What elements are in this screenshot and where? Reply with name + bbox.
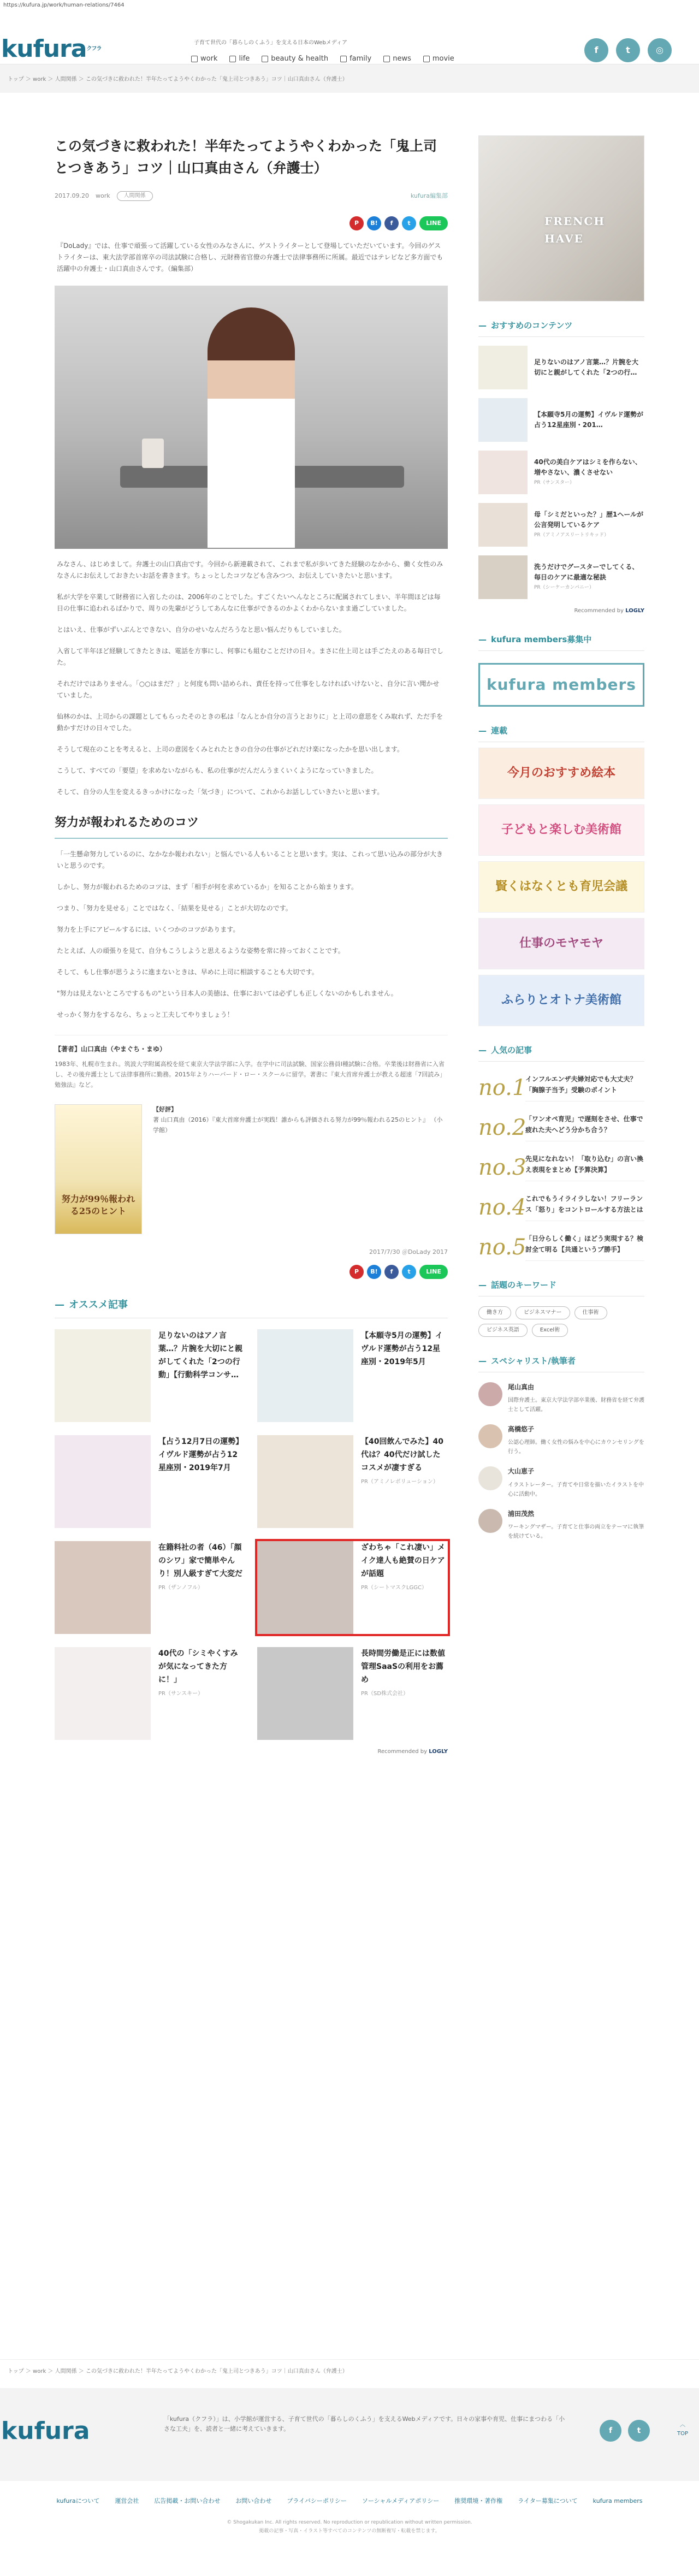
serial-banners bbox=[478, 748, 644, 1026]
serial-title: — 連載 bbox=[478, 724, 644, 742]
osusume-thumb bbox=[478, 451, 528, 494]
recommended-by: Recommended by LOGLY bbox=[377, 1748, 448, 1755]
footer-link[interactable]: ライター募集について bbox=[518, 2497, 578, 2504]
facebook-icon[interactable]: f bbox=[584, 38, 608, 62]
recommend-thumb bbox=[55, 1329, 151, 1422]
paragraph: こうして、すべての「要望」を求めないながらも、私の仕事がだんだんうまくいくようになっていきました。 bbox=[57, 767, 378, 774]
expert-desc: ワーキングマザー。子育てと仕事の両立をテーマに執筆を続けている。 bbox=[508, 1524, 644, 1539]
logly-logo[interactable]: LOGLY bbox=[625, 608, 644, 614]
footer-breadcrumb: トップ ＞ work ＞ 人間関係 ＞ この気づきに救われた！半年たってようやくわかった「鬼上司とつきあう」コツ｜山口真由さん（弁護士） bbox=[0, 2359, 699, 2384]
recommend-item[interactable] bbox=[55, 1541, 245, 1634]
expert-name: 尾山真由 bbox=[508, 1383, 535, 1391]
avatar bbox=[478, 1509, 502, 1533]
paragraph: みなさん、はじめまして。弁護士の山口真由です。今回から新連載されて、これまで私が歩いてきた経験のなかから、働く女性のみなさんにお伝えしておきたいお話を書きます。ちょっとしたコツなども含みつつ、お伝えしていきたいと思います。 bbox=[57, 560, 443, 579]
footer-bar bbox=[0, 2388, 699, 2481]
article-title: この気づきに救われた！半年たってようやくわかった「鬼上司とつきあう」コツ｜山口真由さん（弁護士） bbox=[55, 138, 437, 176]
paragraph: それだけではありません。「○○はまだ？」と何度も問い詰められ、責任を持って仕事をしなければいけないと、自分に言い聞かせていました。 bbox=[57, 680, 440, 699]
recommend-thumb bbox=[257, 1329, 353, 1422]
book-cover[interactable] bbox=[55, 1104, 142, 1234]
article-body bbox=[55, 559, 448, 1021]
global-nav bbox=[191, 54, 454, 65]
footer-links bbox=[0, 2496, 699, 2506]
house-icon bbox=[229, 56, 236, 62]
paragraph: そうして現在のことを考えると、上司の意図をくみとれたときの自分の仕事がどれだけ楽になったかを思い出します。 bbox=[57, 745, 404, 753]
osusume-thumb bbox=[478, 555, 528, 599]
avatar bbox=[478, 1382, 502, 1406]
osusume-title: — おすすめのコンテンツ bbox=[478, 319, 644, 337]
footer-social bbox=[600, 2420, 650, 2442]
paragraph: 「一生懸命努力しているのに、なかなか報われない」と悩んでいる人もいることと思います。実は、これって思い込みの部分が大きいと思うのです。 bbox=[57, 850, 443, 870]
portrait-figure bbox=[208, 307, 295, 548]
paragraph: つまり、「努力を見せる」ことではなく、「結果を見せる」ことが大切なのです。 bbox=[57, 904, 292, 913]
keyword-tag[interactable]: ビジネス英語 bbox=[478, 1324, 528, 1337]
recommend-thumb bbox=[55, 1435, 151, 1528]
paragraph: 入省して半年ほど経験してきたときは、電話を方事にし、何事にも組むことだけの日々。まさに仕上司とは手ごたえのある毎日でした。 bbox=[57, 647, 444, 666]
recommend-thumb bbox=[55, 1541, 151, 1634]
ranking-item[interactable] bbox=[478, 1153, 644, 1181]
copyright: © Shogakukan Inc. All rights reserved. No reproduction or republication without written permission. 掲載の記事・写真・イラスト等すべてのコンテンツの無断複写・転載を禁じます。 bbox=[227, 2519, 472, 2534]
nav-work[interactable]: work bbox=[191, 54, 217, 65]
rank-number: no.3 bbox=[478, 1154, 526, 1180]
facebook-share-icon[interactable]: f bbox=[384, 216, 399, 230]
keyword-tag[interactable]: Excel術 bbox=[532, 1324, 568, 1337]
recommend-item-pr: PR（サンスキー） bbox=[158, 1690, 204, 1697]
header-social bbox=[584, 38, 672, 62]
recommend-item-pr: PR（シートマスクLGGC） bbox=[361, 1584, 428, 1591]
expert-item[interactable] bbox=[478, 1424, 644, 1456]
recommend-item-pr: PR（SD株式会社） bbox=[361, 1690, 409, 1697]
paragraph: そして、もし仕事が思うように進まないときは、早めに上司に相談することも大切です。 bbox=[57, 968, 318, 976]
osusume-item[interactable]: 母「シミだといった？」歴1ヘールが公言発明しているケア PR（アミノアスリートリキッド） bbox=[478, 503, 644, 547]
breadcrumb: トップ ＞ work ＞ 人間関係 ＞ この気づきに救われた！半年たってようやくわかった「鬼上司とつきあう」コツ｜山口真由さん（弁護士） bbox=[0, 64, 699, 93]
serial-banner[interactable]: 今月のおすすめ絵本 bbox=[478, 748, 644, 799]
family-icon bbox=[340, 56, 347, 62]
recommend-item[interactable] bbox=[257, 1435, 448, 1528]
footer-logo[interactable]: kufura bbox=[1, 2417, 90, 2445]
footer-link[interactable]: 広告掲載・お問い合わせ bbox=[154, 2497, 221, 2504]
line-share-button[interactable]: LINE bbox=[419, 1265, 448, 1279]
keyword-tag[interactable]: 仕事術 bbox=[574, 1306, 607, 1319]
recommend-item-pr: PR（アミノレボリューション） bbox=[361, 1478, 439, 1485]
rank-number: no.4 bbox=[478, 1194, 526, 1220]
footer-link[interactable]: kufuraについて bbox=[56, 2497, 100, 2504]
recommend-thumb bbox=[257, 1541, 353, 1634]
recommend-item-title: 【本願寺5月の運勢】イヴルド運勢が占う12星座別・2019年5月 bbox=[361, 1331, 443, 1366]
recommended-by: Recommended by LOGLY bbox=[574, 608, 644, 614]
recommend-item[interactable] bbox=[257, 1647, 448, 1740]
keyword-list bbox=[478, 1306, 644, 1337]
book-cover-title: 努力が99％報われる25のヒント bbox=[61, 1194, 135, 1217]
footer-link[interactable]: プライバシーポリシー bbox=[287, 2497, 347, 2504]
rank-title: 「日分らしく働く」ほどう実現する？検討全て明る【共通というプ勝手】 bbox=[525, 1233, 644, 1261]
site-header bbox=[0, 10, 699, 64]
paragraph: せっかく努力をするなら、ちょっと工夫してやりましょう！ bbox=[57, 1011, 234, 1019]
expert-desc: 公認心理師。働く女性の悩みを中心にカウンセリングを行う。 bbox=[508, 1440, 644, 1455]
twitter-share-icon[interactable]: t bbox=[402, 1265, 416, 1279]
instagram-icon[interactable]: ◎ bbox=[648, 38, 672, 62]
recommend-title: — オススメ記事 bbox=[55, 1298, 448, 1318]
movie-icon bbox=[423, 56, 430, 62]
back-to-top-button[interactable]: ︿ TOP bbox=[677, 2422, 688, 2437]
expert-item[interactable] bbox=[478, 1382, 644, 1414]
article-dateline: 2017/7/30 ＠DoLady 2017 bbox=[369, 1248, 448, 1256]
expert-name: 高橋悠子 bbox=[508, 1425, 535, 1434]
recommend-item-title: 【占う12月7日の運勢】イヴルド運勢が占う12星座別・2019年7月 bbox=[158, 1437, 244, 1472]
members-banner[interactable]: kufura members bbox=[478, 663, 644, 707]
nav-life[interactable]: life bbox=[229, 54, 250, 65]
paragraph: しかし、努力が報われるためのコツは、まず「相手が何を求めているか」を知ることから始まります。 bbox=[57, 883, 358, 891]
paragraph: 努力を上手にアピールするには、いくつかのコツがあります。 bbox=[57, 926, 240, 934]
recommend-item-title: 40代の「シミやくすみが気になってきた方に！」 bbox=[158, 1649, 238, 1684]
avatar bbox=[478, 1424, 502, 1448]
pinterest-icon[interactable]: P bbox=[350, 216, 364, 230]
serial-banner[interactable]: 仕事のモヤモヤ bbox=[478, 918, 644, 969]
recommend-item-title: ざわちゃ「これ凄い」メイク達人も絶賛の日ケアが話題 bbox=[361, 1543, 445, 1578]
recommend-item[interactable] bbox=[257, 1329, 448, 1422]
osusume-thumb bbox=[478, 503, 528, 547]
article-author[interactable]: kufura編集部 bbox=[410, 192, 448, 200]
nav-news[interactable]: news bbox=[383, 54, 411, 65]
url-bar: https://kufura.jp/work/human-relations/7464 bbox=[0, 0, 699, 10]
ranking-item[interactable] bbox=[478, 1233, 644, 1261]
expert-item[interactable] bbox=[478, 1509, 644, 1541]
heart-icon bbox=[262, 56, 268, 62]
expert-desc: イラストレーター。子育てや日常を描いたイラストを中心に活動中。 bbox=[508, 1482, 644, 1497]
site-logo[interactable]: kufuraクフラ bbox=[1, 35, 102, 63]
serial-banner[interactable]: 賢くはなくとも育児会議 bbox=[478, 861, 644, 913]
profile-heading: 【著者】山口真由（やまぐち・まゆ） bbox=[55, 1045, 167, 1053]
recommend-item[interactable] bbox=[55, 1435, 245, 1528]
share-buttons-bottom bbox=[55, 1265, 448, 1279]
osusume-thumb bbox=[478, 398, 528, 442]
logly-logo[interactable]: LOGLY bbox=[429, 1748, 448, 1755]
recommend-item-pr: PR（ザンノフル） bbox=[158, 1584, 203, 1591]
footer-link[interactable]: お問い合わせ bbox=[235, 2497, 272, 2504]
ranking-item[interactable] bbox=[478, 1193, 644, 1221]
twitter-icon[interactable]: t bbox=[616, 38, 640, 62]
recommend-item-title: 【40回飲んでみた】40代は？40代だけ試したコスメが凄すぎる bbox=[361, 1437, 443, 1472]
rank-title: 「ワンオペ育児」で遅刻をさせ、仕事で疲れた夫へどう分かち合う？ bbox=[525, 1114, 644, 1141]
recommend-item-title: 長時間労働是正には数値管理SaaSの利用をお薦め bbox=[361, 1649, 445, 1684]
osusume-item[interactable]: 【本願寺5月の運勢】イヴルド運勢が占う12星座別・201… bbox=[478, 398, 644, 442]
paragraph: 仙林のかは、上司からの課題としてもらったそのときの私は「なんとか自分の言うとおりに」と上司の意思をくみ取れず、ただ手を動かすだけの日々でした。 bbox=[57, 713, 443, 732]
footer-description: 「kufura（クフラ）」は、小学館が運営する、子育て世代の「暮らしのくふう」を支えるWebメディアです。日々の家事や育児、仕事にまつわる「小さな工夫」を、読者と一緒に考えていきます。 bbox=[164, 2415, 565, 2432]
footer-link[interactable]: 運営会社 bbox=[115, 2497, 139, 2504]
ranking-title: — 人気の記事 bbox=[478, 1044, 644, 1062]
osusume-item[interactable]: 洗うだけでグースターでしてくる、毎日のケアに最適な秘訣 PR（シーケーカンパニー） bbox=[478, 555, 644, 599]
avatar bbox=[478, 1466, 502, 1490]
ad-text: FRENCH HAVE bbox=[544, 215, 606, 245]
paragraph: たとえば、人の頑張りを見て、自分もこうしようと思えるような姿勢を常に持っておくことです。 bbox=[57, 947, 345, 955]
nav-movie[interactable]: movie bbox=[423, 54, 454, 65]
article-hero-image bbox=[55, 286, 448, 549]
article-date: 2017.09.20 bbox=[55, 192, 89, 200]
keywords-title: — 話題のキーワード bbox=[478, 1278, 644, 1296]
sidebar-ad[interactable] bbox=[478, 135, 644, 301]
footer-link[interactable]: kufura members bbox=[593, 2497, 643, 2504]
rank-number: no.5 bbox=[478, 1234, 526, 1260]
paragraph: とはいえ、仕事がずいぶんとできない、自分のせいなんだろうなと思い悩んだりもしていました。 bbox=[57, 626, 346, 633]
paragraph: 私が大学を卒業して財務省に入省したのは、2006年のことでした。すごくたいへんなところに配属されてしまい、半年間ほどは毎日の仕事に追われるばかりで、周りの先輩がどうしてあんなに仕事ができるのかよくわからないまま過ごしていました。 bbox=[57, 593, 441, 612]
facebook-icon[interactable]: f bbox=[600, 2420, 621, 2442]
members-title: — kufura members募集中 bbox=[478, 633, 644, 651]
nav-family[interactable]: family bbox=[340, 54, 371, 65]
rank-title: これでもうイライラしない！フリーランス「怒り」をコントロールする方法とは bbox=[525, 1193, 644, 1221]
line-share-button[interactable]: LINE bbox=[419, 216, 448, 230]
rank-title: 先見になれない！「取り込む」の言い換え表現をまとめ【予算決算】 bbox=[525, 1153, 644, 1181]
footer-link[interactable]: ソーシャルメディアポリシー bbox=[362, 2497, 440, 2504]
coffee-cup bbox=[142, 439, 164, 468]
book-description[interactable]: 著 山口真由（2016）『東大首席弁護士が実践！誰からも評価される努力が99％報われる25のヒント』 bbox=[153, 1116, 429, 1124]
serial-banner[interactable]: ふらりとオトナ美術館 bbox=[478, 975, 644, 1026]
book-label: 【好評】 bbox=[153, 1106, 177, 1114]
site-footer bbox=[0, 2359, 699, 2576]
ranking-item[interactable] bbox=[478, 1114, 644, 1141]
article-main bbox=[55, 93, 448, 1756]
hatena-icon[interactable]: B! bbox=[367, 216, 381, 230]
news-icon bbox=[383, 56, 390, 62]
author-profile bbox=[55, 1035, 448, 1090]
article-meta bbox=[55, 191, 448, 201]
rank-number: no.2 bbox=[478, 1115, 526, 1140]
facebook-share-icon[interactable]: f bbox=[384, 1265, 399, 1279]
recommend-item-highlighted[interactable] bbox=[257, 1541, 448, 1634]
keyword-tag[interactable]: 働き方 bbox=[478, 1306, 511, 1319]
hatena-icon[interactable]: B! bbox=[367, 1265, 381, 1279]
experts-title: — スペシャリスト/執筆者 bbox=[478, 1354, 644, 1372]
twitter-share-icon[interactable]: t bbox=[402, 216, 416, 230]
paragraph: そして、自分の人生を変えるきっかけになった「気づき」について、これからお話ししていきたいと思います。 bbox=[57, 788, 384, 796]
share-buttons bbox=[55, 216, 448, 230]
pinterest-icon[interactable]: P bbox=[350, 1265, 364, 1279]
ranking-item[interactable] bbox=[478, 1074, 644, 1102]
expert-name: 大山恵子 bbox=[508, 1467, 535, 1476]
osusume-item[interactable]: 40代の美白ケアはシミを作らない、増やさない、濃くさせない PR（サンスター） bbox=[478, 451, 644, 494]
footer-link[interactable]: 推奨環境・著作権 bbox=[454, 2497, 503, 2504]
briefcase-icon bbox=[191, 56, 198, 62]
article-category[interactable]: work bbox=[95, 192, 110, 200]
expert-name: 浦田茂然 bbox=[508, 1509, 535, 1518]
recommend-thumb bbox=[257, 1647, 353, 1740]
article-tag[interactable]: 人間関係 bbox=[117, 191, 153, 201]
recommend-item-title: 在籍料社の者（46）「顔のシワ」家で簡単やんり！別人級すぎて大変だ bbox=[158, 1543, 242, 1578]
chevron-up-icon: ︿ bbox=[679, 2422, 685, 2428]
recommend-thumb bbox=[257, 1435, 353, 1528]
book-publisher: （小学館） bbox=[153, 1116, 443, 1134]
profile-text: 1983年、札幌市生まれ。筑波大学附属高校を経て東京大学法学部に入学。在学中に司法試験、国家公務員I種試験に合格。卒業後は財務省に入省し、その後弁護士として法律事務所に勤務。2015年よりハーバード・ロー・スクールに留学。著書に『東大首席弁護士が教える超速「7回読み」勉強法』など。 bbox=[55, 1061, 446, 1089]
tagline: 子育て世代の「暮らしのくふう」を支える日本のWebメディア bbox=[194, 40, 348, 46]
rank-number: no.1 bbox=[478, 1075, 526, 1100]
sidebar bbox=[478, 93, 644, 1541]
book-promo bbox=[55, 1104, 448, 1234]
rank-title: インフルエンザ夫婦対応でも大丈夫？「胸腺子当予」受験のポイント bbox=[525, 1074, 644, 1102]
osusume-item[interactable]: 足りないのはアノ言葉…？片腕を大切にと親がしてくれた「2つの行… bbox=[478, 346, 644, 389]
article-intro: 『DoLady』では、仕事で頑張って活躍している女性のみなさんに、ゲストライターとして登場していただいています。今回のゲストライターは、東大法学部首席卒の司法試験に合格し、元財務省官僚の弁護士で法律事務所に所属。最近ではテレビなど多方面でも活躍中の弁護士・山口真由さんです。（編集部） bbox=[57, 242, 443, 273]
recommend-grid bbox=[55, 1329, 448, 1740]
nav-beauty-health[interactable]: beauty & health bbox=[262, 54, 328, 65]
section-heading: 努力が報われるためのコツ bbox=[55, 813, 448, 839]
recommend-item[interactable] bbox=[55, 1329, 245, 1422]
recommend-item-title: 足りないのはアノ言葉…？片腕を大切にと親がしてくれた「2つの行動」【行動科学コンサ… bbox=[158, 1331, 242, 1379]
expert-desc: 国際弁護士。東京大学法学部卒業後、財務省を経て弁護士として活躍。 bbox=[508, 1397, 644, 1413]
serial-banner[interactable]: 子どもと楽しむ美術館 bbox=[478, 804, 644, 856]
keyword-tag[interactable]: ビジネスマナー bbox=[516, 1306, 570, 1319]
twitter-icon[interactable]: t bbox=[628, 2420, 650, 2442]
recommend-thumb bbox=[55, 1647, 151, 1740]
recommend-item[interactable] bbox=[55, 1647, 245, 1740]
expert-item[interactable] bbox=[478, 1466, 644, 1499]
paragraph: "努力は見えないところでするもの"という日本人の美徳は、仕事においては必ずしも正しくないのかもしれません。 bbox=[57, 990, 398, 998]
book-info bbox=[153, 1104, 448, 1135]
osusume-thumb bbox=[478, 346, 528, 389]
